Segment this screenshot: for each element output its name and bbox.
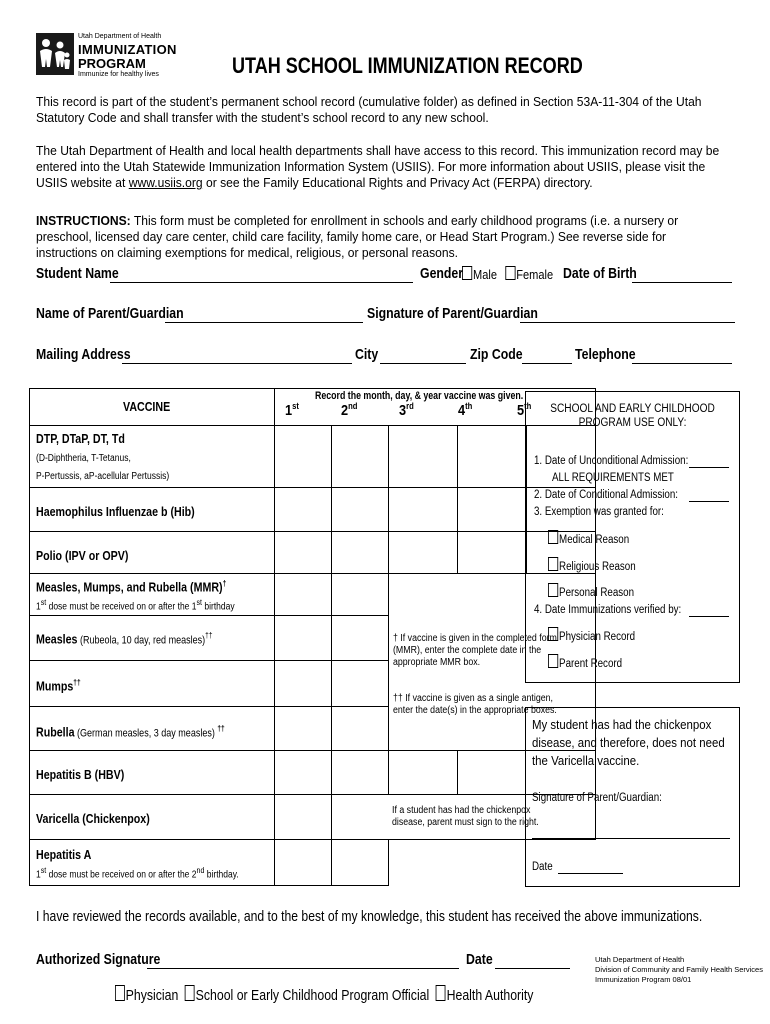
- dose-label: [458, 401, 472, 419]
- hepa-sub: [36, 865, 239, 880]
- gender-label: Gender: [420, 265, 464, 282]
- hepa-sub-sup: st: [40, 864, 47, 875]
- mmr-sub-a: 1: [36, 601, 41, 612]
- vaccine-mumps: [30, 661, 275, 707]
- female-checkbox[interactable]: [505, 266, 515, 280]
- dose-cell[interactable]: [389, 532, 458, 574]
- mmr-sub-c: birthday: [202, 601, 235, 612]
- dose-number: 3: [399, 402, 407, 419]
- dose-cell[interactable]: [275, 751, 332, 795]
- mumps-name: [36, 678, 81, 693]
- school-box-title2: PROGRAM USE ONLY:: [578, 417, 687, 429]
- parent-record-label: Parent Record: [559, 658, 623, 670]
- dose-suffix: th: [465, 401, 473, 411]
- female-label: Female: [516, 267, 554, 282]
- address-field[interactable]: [122, 363, 352, 364]
- dose-cell[interactable]: [275, 661, 332, 707]
- authorized-date-label: Date: [466, 951, 493, 968]
- parent-signature-label: Signature of Parent/Guardian: [367, 305, 538, 322]
- medical-checkbox[interactable]: [548, 530, 558, 544]
- chickenpox-sig-label: Signature of Parent/Guardian:: [532, 792, 662, 804]
- record-header: Record the month, day, & year vaccine was given.: [315, 390, 524, 402]
- health-authority-checkbox[interactable]: [436, 985, 446, 1001]
- dose-label: [399, 401, 414, 419]
- dose-cell[interactable]: [332, 616, 389, 661]
- opt-personal: [548, 583, 634, 600]
- item-conditional: 2. Date of Conditional Admission:: [534, 489, 678, 501]
- school-official-checkbox[interactable]: [185, 985, 195, 1001]
- dose-suffix: rd: [406, 401, 415, 411]
- vaccine-mmr: [30, 574, 275, 616]
- physician-checkbox[interactable]: [115, 985, 125, 1001]
- logo-line1: IMMUNIZATION: [78, 42, 177, 57]
- religious-label: Religious Reason: [559, 561, 636, 573]
- hepa-name: Hepatitis A: [36, 847, 92, 862]
- rubella-mark: ††: [217, 723, 225, 733]
- vaccine-measles: [30, 616, 275, 661]
- table-header-row: [30, 389, 596, 426]
- mmr-mark: †: [222, 578, 227, 588]
- mmr-sub-sup: st: [40, 596, 47, 607]
- dose-cell[interactable]: [275, 707, 332, 751]
- measles-name-text: Measles: [36, 631, 78, 646]
- footer-dept: Utah Department of Health: [595, 955, 685, 964]
- hepa-sub-c: birthday.: [204, 869, 239, 880]
- dose-cell[interactable]: [332, 661, 389, 707]
- address-label: Mailing Address: [36, 346, 131, 363]
- measles-mark: ††: [205, 630, 213, 640]
- dose-label: [341, 401, 357, 419]
- vaccine-rubella: [30, 707, 275, 751]
- parent-signature-field[interactable]: [520, 322, 735, 323]
- table-row: [30, 574, 596, 616]
- varicella-name: Varicella (Chickenpox): [36, 811, 150, 826]
- item-exemption: 3. Exemption was granted for:: [534, 506, 664, 518]
- measles-name: [36, 631, 212, 646]
- phone-label: Telephone: [575, 346, 636, 363]
- intro-text-end: or see the Family Educational Rights and Privacy Act (FERPA) directory.: [202, 175, 593, 190]
- table-row: [30, 426, 596, 488]
- zip-label: Zip Code: [470, 346, 523, 363]
- dtp-name: DTP, DTaP, DT, Td: [36, 431, 125, 446]
- family-icon: [36, 33, 74, 75]
- dose-cell[interactable]: [458, 532, 527, 574]
- school-official-label: School or Early Childhood Program Official: [195, 987, 430, 1004]
- dose-cell[interactable]: [389, 426, 458, 488]
- logo-dept: Utah Department of Health: [78, 33, 162, 40]
- mmr-sub: [36, 597, 235, 612]
- vaccine-header: [30, 389, 275, 426]
- item-verified: 4. Date Immunizations verified by:: [534, 604, 682, 616]
- physician-label: Physician: [125, 987, 179, 1004]
- intro-text: The Utah Department of Health and local health departments shall have access to this record. This immunization record may be entered into the Utah Statewide Immunization Information System (USIIS). For more information about USIIS, please visit the USIIS website at: [36, 143, 720, 190]
- table-row: [30, 751, 596, 795]
- health-authority-label: Health Authority: [446, 987, 534, 1004]
- dose-cell[interactable]: [275, 616, 332, 661]
- student-name-field[interactable]: [110, 282, 413, 283]
- rubella-sub: (German measles, 3 day measles): [74, 727, 218, 739]
- intro-paragraph-1: This record is part of the student’s permanent school record (cumulative folder) as defined in Section 53A-11-304 of the Utah Statutory Code and shall transfer with the student’s school record to any new school.: [36, 94, 702, 125]
- gender-options: [462, 266, 553, 282]
- vaccine-polio: [30, 532, 275, 574]
- hbv-name: Hepatitis B (HBV): [36, 767, 125, 782]
- dose-number: 1: [285, 402, 293, 419]
- physician-record-checkbox[interactable]: [548, 627, 558, 641]
- chickenpox-text: My student has had the chickenpox disease, and therefore, does not need the Varicella vaccine.: [532, 717, 725, 768]
- logo-line2: PROGRAM: [78, 56, 146, 71]
- footer-division: Division of Community and Family Health Services: [595, 965, 763, 974]
- parent-name-label: Name of Parent/Guardian: [36, 305, 184, 322]
- verified-field[interactable]: [689, 616, 729, 617]
- phone-field[interactable]: [632, 363, 732, 364]
- dose-cell[interactable]: [389, 751, 458, 795]
- hepa-sub-sup2: nd: [196, 864, 205, 875]
- note-single-antigen: †† If vaccine is given as a single antigen, enter the date(s) in the appropriate boxes.: [393, 693, 558, 716]
- mmr-sub-sup2: st: [196, 596, 203, 607]
- table-row: [30, 840, 596, 886]
- dose-cell[interactable]: [332, 574, 389, 616]
- note-mmr: † If vaccine is given in the completed form (MMR), enter the complete date in the appropriate MMR box.: [393, 633, 558, 668]
- item-unconditional: 1. Date of Unconditional Admission:: [534, 455, 689, 467]
- dose-number: 4: [458, 402, 466, 419]
- dose-cell[interactable]: [332, 707, 389, 751]
- usiis-link[interactable]: www.usiis.org: [128, 175, 203, 190]
- mumps-name-text: Mumps: [36, 678, 74, 693]
- mmr-sub-b: dose must be received on or after the 1: [46, 601, 197, 612]
- dose-suffix: st: [292, 401, 300, 411]
- rubella-name-text: Rubella: [36, 724, 75, 739]
- dose-cell[interactable]: [458, 488, 527, 532]
- chickenpox-date-label: Date: [532, 861, 553, 873]
- dose-cell[interactable]: [332, 751, 389, 795]
- opt-medical: [548, 530, 629, 547]
- instructions-text: This form must be completed for enrollment in schools and early childhood programs (i.e. a nursery or preschool, licensed day care center, child care facility, family home care, or Head Start Program.) See reverse side for instructions on claiming exemptions for medical, religious, or personal reasons.: [36, 213, 679, 260]
- religious-checkbox[interactable]: [548, 557, 558, 571]
- authorized-date-field[interactable]: [495, 968, 570, 969]
- table-row: [30, 795, 596, 840]
- personal-checkbox[interactable]: [548, 583, 558, 597]
- logo-tagline: Immunize for healthy lives: [78, 71, 159, 78]
- school-box-title1: SCHOOL AND EARLY CHILDHOOD: [550, 403, 715, 415]
- vaccine-table: [29, 388, 596, 886]
- student-name-label: Student Name: [36, 265, 119, 282]
- hib-name: Haemophilus Influenzae b (Hib): [36, 504, 195, 519]
- personal-label: Personal Reason: [559, 587, 635, 599]
- logo-mark: [36, 33, 74, 75]
- unconditional-date-field[interactable]: [689, 467, 729, 468]
- dose-cell[interactable]: [332, 488, 389, 532]
- opt-parent-record: [548, 654, 622, 671]
- vaccine-hib: [30, 488, 275, 532]
- parent-record-checkbox[interactable]: [548, 654, 558, 668]
- item-all-requirements: ALL REQUIREMENTS MET: [552, 472, 674, 484]
- footer-program: Immunization Program 08/01: [595, 975, 692, 984]
- dtp-sub1: (D-Diphtheria, T-Tetanus,: [36, 453, 131, 464]
- vaccine-varicella: [30, 795, 275, 840]
- instructions: [36, 213, 724, 261]
- authorized-signature-field[interactable]: [147, 968, 459, 969]
- review-statement: I have reviewed the records available, and to the best of my knowledge, this student has received the above immunizations.: [36, 909, 703, 925]
- dose-cell[interactable]: [458, 426, 527, 488]
- dose-cell[interactable]: [275, 795, 332, 840]
- table-row: [30, 488, 596, 532]
- vaccine-hepa: [30, 840, 275, 886]
- physician-record-label: Physician Record: [559, 631, 636, 643]
- dose-cell[interactable]: [275, 532, 332, 574]
- male-label: Male: [473, 267, 498, 282]
- mmr-name: [36, 579, 226, 594]
- table-row: [30, 532, 596, 574]
- male-checkbox[interactable]: [462, 266, 472, 280]
- school-use-box: [525, 391, 740, 683]
- dose-cell[interactable]: [275, 488, 332, 532]
- dose-number: 5: [517, 402, 525, 419]
- note-varicella: If a student has had the chickenpox disease, parent must sign to the right.: [392, 805, 540, 828]
- hepa-sub-b: dose must be received on or after the 2: [46, 869, 197, 880]
- mmr-name-text: Measles, Mumps, and Rubella (MMR): [36, 579, 223, 594]
- intro-paragraph-2: [36, 143, 724, 191]
- dose-cell[interactable]: [275, 840, 332, 886]
- measles-sub: (Rubeola, 10 day, red measles): [77, 634, 206, 646]
- instructions-label: INSTRUCTIONS:: [36, 213, 131, 228]
- page-title: UTAH SCHOOL IMMUNIZATION RECORD: [232, 53, 583, 78]
- vaccine-hbv: [30, 751, 275, 795]
- vaccine-header-text: VACCINE: [123, 399, 171, 414]
- dose-suffix: nd: [348, 401, 358, 411]
- zip-field[interactable]: [522, 363, 572, 364]
- dose-cell[interactable]: [332, 840, 389, 886]
- dose-cell[interactable]: [389, 488, 458, 532]
- chickenpox-sig-field[interactable]: [532, 838, 730, 839]
- opt-religious: [548, 557, 636, 574]
- opt-physician-record: [548, 627, 635, 644]
- vaccine-dtp: [30, 426, 275, 488]
- hepa-sub-a: 1: [36, 869, 41, 880]
- dose-number: 2: [341, 402, 349, 419]
- dtp-sub2: P-Pertussis, aP-acellular Pertussis): [36, 471, 170, 482]
- dose-suffix: th: [524, 401, 532, 411]
- authorized-signature-label: Authorized Signature: [36, 951, 161, 968]
- dose-cell[interactable]: [275, 426, 332, 488]
- mumps-mark: ††: [73, 677, 81, 687]
- dose-cell[interactable]: [332, 426, 389, 488]
- dob-field[interactable]: [632, 282, 732, 283]
- dose-cell[interactable]: [275, 574, 332, 616]
- dose-cell[interactable]: [332, 532, 389, 574]
- city-field[interactable]: [380, 363, 466, 364]
- chickenpox-box: [525, 707, 740, 887]
- dob-label: Date of Birth: [563, 265, 637, 282]
- city-label: City: [355, 346, 379, 363]
- dose-label: [285, 401, 299, 419]
- chickenpox-date-field[interactable]: [558, 873, 623, 874]
- conditional-date-field[interactable]: [689, 501, 729, 502]
- parent-name-field[interactable]: [165, 322, 363, 323]
- rubella-name: [36, 724, 225, 739]
- signer-type-options: [115, 985, 533, 1004]
- polio-name: Polio (IPV or OPV): [36, 548, 129, 563]
- medical-label: Medical Reason: [559, 534, 630, 546]
